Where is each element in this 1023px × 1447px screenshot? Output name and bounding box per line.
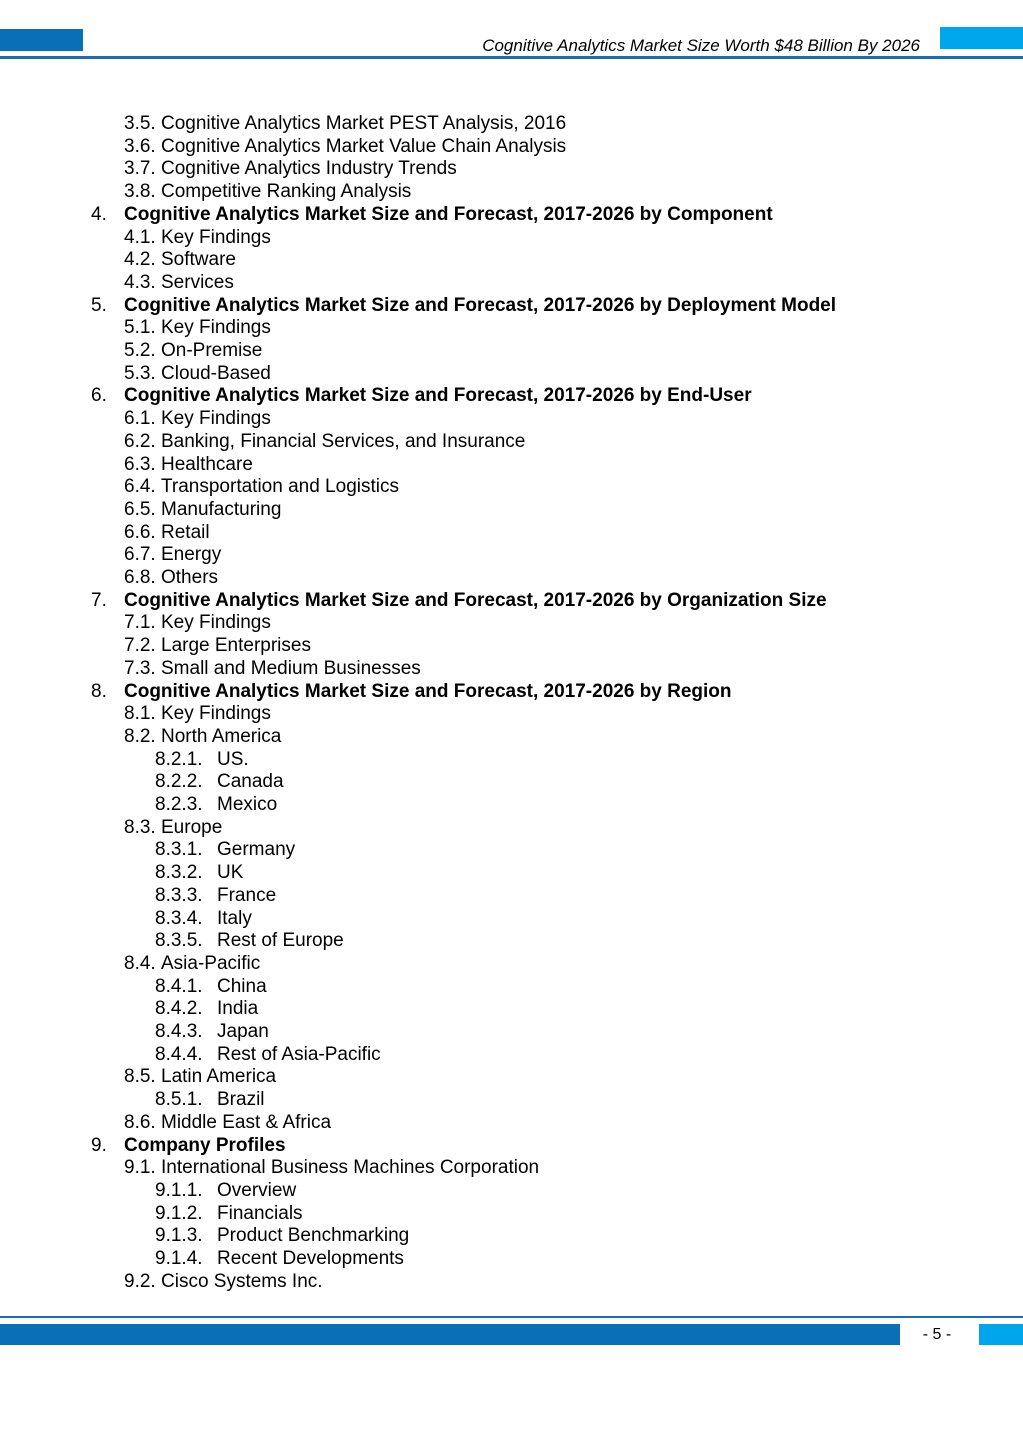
toc-entry-title: North America bbox=[161, 726, 282, 747]
toc-entry-number: 8.5. bbox=[124, 1066, 156, 1087]
header-accent-right bbox=[940, 27, 1023, 49]
toc-entry-number: 3.6. bbox=[124, 136, 156, 157]
toc-entry-title: Small and Medium Businesses bbox=[161, 658, 421, 679]
toc-entry-title: Cognitive Analytics Market Size and Forecast, 2017-2026 by End-User bbox=[124, 385, 752, 406]
toc-entry-number: 8.3.1. bbox=[155, 839, 203, 860]
toc-entry-title: France bbox=[217, 885, 277, 906]
toc-entry-title: Banking, Financial Services, and Insurance bbox=[161, 431, 526, 452]
toc-entry-title: International Business Machines Corporation bbox=[161, 1157, 540, 1178]
toc-entry-number: 8.4. bbox=[124, 953, 156, 974]
toc-entry-title: China bbox=[217, 976, 267, 997]
toc-entry-title: Manufacturing bbox=[161, 499, 282, 520]
toc-entry-title: Middle East & Africa bbox=[161, 1112, 332, 1133]
toc-entry-title: Key Findings bbox=[161, 317, 271, 338]
toc-entry-number: 8.2.3. bbox=[155, 794, 203, 815]
toc-entry-number: 9.1.4. bbox=[155, 1248, 203, 1269]
toc-entry-title: US. bbox=[217, 749, 249, 770]
page-number: - 5 - bbox=[922, 1326, 952, 1343]
toc-entry-number: 8.3.5. bbox=[155, 930, 203, 951]
toc-entry-title: Retail bbox=[161, 522, 210, 543]
toc-entry-number: 8.5.1. bbox=[155, 1089, 203, 1110]
toc-entry-number: 9.2. bbox=[124, 1271, 156, 1292]
header-rule bbox=[0, 56, 1023, 59]
toc-entry-number: 5.3. bbox=[124, 363, 156, 384]
toc-entry-number: 6.1. bbox=[124, 408, 156, 429]
toc-entry-title: Transportation and Logistics bbox=[161, 476, 399, 497]
toc-entry-number: 4.3. bbox=[124, 272, 156, 293]
toc-entry-title: UK bbox=[217, 862, 244, 883]
toc-entry-title: Others bbox=[161, 567, 219, 588]
toc-entry-title: Key Findings bbox=[161, 227, 271, 248]
toc-entry-number: 8.3.4. bbox=[155, 908, 203, 929]
toc-entry-number: 8.2. bbox=[124, 726, 156, 747]
toc-entry-number: 6.6. bbox=[124, 522, 156, 543]
toc-entry-number: 9.1.1. bbox=[155, 1180, 203, 1201]
toc-entry-number: 8.2.1. bbox=[155, 749, 203, 770]
toc-entry-title: Europe bbox=[161, 817, 223, 838]
toc-entry-title: Cognitive Analytics Market PEST Analysis, 2016 bbox=[161, 113, 567, 134]
toc-entry-number: 6.3. bbox=[124, 454, 156, 475]
toc-entry-title: Cognitive Analytics Market Size and Forecast, 2017-2026 by Deployment Model bbox=[124, 295, 837, 316]
toc-entry-title: Overview bbox=[217, 1180, 297, 1201]
toc-entry-title: Brazil bbox=[217, 1089, 265, 1110]
toc-entry-number: 8.4.1. bbox=[155, 976, 203, 997]
toc-entry-title: Financials bbox=[217, 1203, 303, 1224]
toc-entry-title: Germany bbox=[217, 839, 296, 860]
toc-entry-number: 4.1. bbox=[124, 227, 156, 248]
toc-entry-title: Cognitive Analytics Market Size and Forecast, 2017-2026 by Component bbox=[124, 204, 773, 225]
toc-entry-number: 8.4.3. bbox=[155, 1021, 203, 1042]
toc-entry-number: 9.1.3. bbox=[155, 1225, 203, 1246]
toc-entry-title: Canada bbox=[217, 771, 284, 792]
toc-entry-title: Product Benchmarking bbox=[217, 1225, 410, 1246]
toc-entry-title: Cognitive Analytics Industry Trends bbox=[161, 158, 457, 179]
toc-entry-number: 6.5. bbox=[124, 499, 156, 520]
toc-entry-title: Competitive Ranking Analysis bbox=[161, 181, 412, 202]
toc-entry-number: 7.1. bbox=[124, 612, 156, 633]
toc-entry-title: Software bbox=[161, 249, 236, 270]
footer-accent-right bbox=[979, 1324, 1023, 1345]
toc-entry-number: 6.8. bbox=[124, 567, 156, 588]
toc-entry-title: On-Premise bbox=[161, 340, 263, 361]
toc-entry-title: Rest of Asia-Pacific bbox=[217, 1044, 381, 1065]
toc-entry-title: Key Findings bbox=[161, 612, 271, 633]
toc-entry-number: 8.2.2. bbox=[155, 771, 203, 792]
toc-entry-number: 7.3. bbox=[124, 658, 156, 679]
toc-entry-number: 7.2. bbox=[124, 635, 156, 656]
toc-entry-number: 8.4.4. bbox=[155, 1044, 203, 1065]
toc-entry-number: 4. bbox=[91, 204, 107, 225]
toc-entry-title: Japan bbox=[217, 1021, 269, 1042]
toc-entry-title: Energy bbox=[161, 544, 222, 565]
toc-entry-number: 5. bbox=[91, 295, 107, 316]
toc-entry-title: Asia-Pacific bbox=[161, 953, 261, 974]
document-header-title: Cognitive Analytics Market Size Worth $48 Billion By 2026 bbox=[482, 36, 920, 55]
toc-entry-number: 6.7. bbox=[124, 544, 156, 565]
toc-entry-number: 3.8. bbox=[124, 181, 156, 202]
toc-entry-number: 5.1. bbox=[124, 317, 156, 338]
toc-entry-number: 8. bbox=[91, 681, 107, 702]
toc-entry-number: 4.2. bbox=[124, 249, 156, 270]
toc-entry-title: Large Enterprises bbox=[161, 635, 311, 656]
toc-entry-number: 8.1. bbox=[124, 703, 156, 724]
toc-entry-title: Services bbox=[161, 272, 234, 293]
toc-entry-number: 7. bbox=[91, 590, 107, 611]
toc-entry-title: Italy bbox=[217, 908, 252, 929]
toc-entry-number: 3.7. bbox=[124, 158, 156, 179]
toc-entry-title: Rest of Europe bbox=[217, 930, 344, 951]
toc-entry-title: Cognitive Analytics Market Size and Forecast, 2017-2026 by Organization Size bbox=[124, 590, 827, 611]
footer-rule bbox=[0, 1316, 1023, 1318]
toc-entry-number: 8.3.3. bbox=[155, 885, 203, 906]
toc-entry-number: 9.1. bbox=[124, 1157, 156, 1178]
toc-entry-title: Key Findings bbox=[161, 408, 271, 429]
toc-entry-number: 3.5. bbox=[124, 113, 156, 134]
toc-entry-title: Company Profiles bbox=[124, 1135, 286, 1156]
toc-entry-title: Healthcare bbox=[161, 454, 253, 475]
toc-entry-number: 9. bbox=[91, 1135, 107, 1156]
footer-band bbox=[0, 1324, 900, 1345]
toc-entry-number: 8.3.2. bbox=[155, 862, 203, 883]
toc-entry-number: 6.4. bbox=[124, 476, 156, 497]
toc-entry-number: 5.2. bbox=[124, 340, 156, 361]
toc-entry-number: 8.4.2. bbox=[155, 998, 203, 1019]
header-accent-left bbox=[0, 29, 83, 51]
toc-entry-title: Cognitive Analytics Market Size and Forecast, 2017-2026 by Region bbox=[124, 681, 732, 702]
toc-entry-title: Cisco Systems Inc. bbox=[161, 1271, 323, 1292]
toc-entry-number: 8.3. bbox=[124, 817, 156, 838]
toc-entry-number: 8.6. bbox=[124, 1112, 156, 1133]
toc-entry-title: Recent Developments bbox=[217, 1248, 404, 1269]
toc-entry-title: India bbox=[217, 998, 259, 1019]
toc-entry-title: Cloud-Based bbox=[161, 363, 271, 384]
toc-entry-number: 9.1.2. bbox=[155, 1203, 203, 1224]
toc-entry-title: Cognitive Analytics Market Value Chain Analysis bbox=[161, 136, 567, 157]
toc-entry-title: Key Findings bbox=[161, 703, 271, 724]
toc-entry-number: 6.2. bbox=[124, 431, 156, 452]
toc-entry-number: 6. bbox=[91, 385, 107, 406]
toc-entry-title: Mexico bbox=[217, 794, 278, 815]
toc-entry-title: Latin America bbox=[161, 1066, 277, 1087]
